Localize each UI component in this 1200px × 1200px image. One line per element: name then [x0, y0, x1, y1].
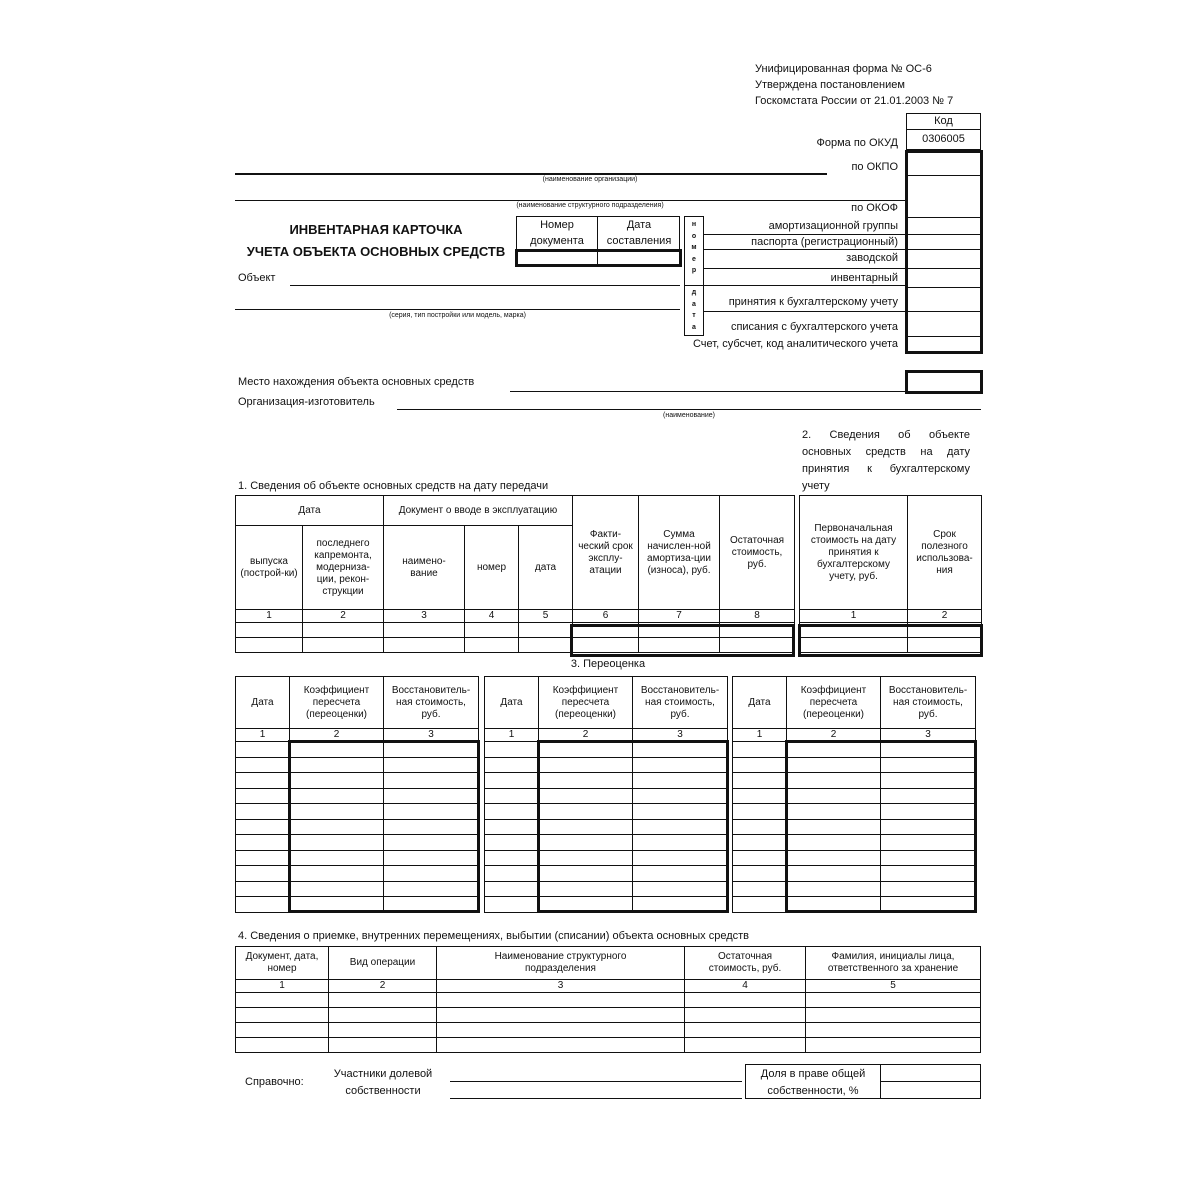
location-field[interactable] [510, 374, 905, 390]
table-cell[interactable] [465, 623, 519, 638]
dolya-label1: Доля в праве общей [760, 1068, 866, 1080]
table-row [485, 742, 728, 758]
table-cell[interactable] [236, 835, 290, 851]
table-cell[interactable] [290, 819, 384, 835]
table-cell[interactable] [236, 881, 290, 897]
table-cell[interactable] [633, 897, 728, 913]
table-cell[interactable] [633, 866, 728, 882]
table-cell[interactable] [685, 1008, 806, 1023]
doc-date-input[interactable] [599, 252, 679, 264]
doc-number-input[interactable] [518, 252, 596, 264]
spravochno-label: Справочно: [245, 1076, 304, 1088]
table-row [733, 881, 976, 897]
table-cell[interactable] [485, 850, 539, 866]
table-cell[interactable] [800, 638, 908, 653]
table-cell[interactable] [733, 850, 787, 866]
table-cell[interactable] [787, 757, 881, 773]
table-cell[interactable] [733, 819, 787, 835]
table-cell[interactable] [787, 742, 881, 758]
table-cell[interactable] [573, 638, 639, 653]
table-cell[interactable] [733, 835, 787, 851]
okof-label: по ОКОФ [851, 202, 898, 214]
s1-doc-group: Документ о вводе в эксплуатацию [384, 496, 573, 526]
table-cell[interactable] [733, 881, 787, 897]
okud-value: 0306005 [922, 133, 965, 145]
table-cell[interactable] [236, 897, 290, 913]
table-row [485, 866, 728, 882]
reval-num: 2 [539, 729, 633, 742]
table-cell[interactable] [881, 881, 976, 897]
table-cell[interactable] [236, 993, 329, 1008]
table-cell[interactable] [236, 1038, 329, 1053]
table-cell[interactable] [384, 866, 479, 882]
reval-num: 2 [787, 729, 881, 742]
reval-num: 1 [485, 729, 539, 742]
table-row [236, 835, 479, 851]
table-row [733, 835, 976, 851]
table-cell[interactable] [236, 638, 303, 653]
reval-koef-header: Коэффициент пересчета (переоценки) [539, 677, 633, 729]
reval-vosst-header: Восстановитель-ная стоимость, руб. [384, 677, 479, 729]
table-cell[interactable] [236, 757, 290, 773]
org-name-caption: (наименование организации) [542, 176, 638, 183]
dolya-field-2[interactable] [882, 1083, 980, 1097]
object-label: Объект [238, 272, 276, 284]
table-cell[interactable] [539, 866, 633, 882]
maker-caption: (наименование) [663, 412, 715, 419]
table-cell[interactable] [881, 819, 976, 835]
table-cell[interactable] [639, 638, 720, 653]
table-cell[interactable] [236, 804, 290, 820]
table-cell[interactable] [539, 788, 633, 804]
org-name-field[interactable] [235, 150, 827, 172]
s1-num: 4 [465, 610, 519, 623]
s4-doc: Документ, дата, номер [236, 947, 329, 980]
s2-num: 2 [908, 610, 982, 623]
table-cell[interactable] [236, 773, 290, 789]
table-cell[interactable] [384, 773, 479, 789]
section1-title: 1. Сведения об объекте основных средств на дату передачи [238, 480, 549, 492]
reval-num: 1 [733, 729, 787, 742]
revaluation-table [484, 676, 728, 913]
s1-num: 5 [519, 610, 573, 623]
form-code-line2: Утверждена постановлением [755, 79, 905, 91]
reval-date-header: Дата [733, 677, 787, 729]
doc-number-label1: Номер [540, 219, 574, 231]
table-cell[interactable] [787, 804, 881, 820]
table-cell[interactable] [236, 819, 290, 835]
s1-num: 6 [573, 610, 639, 623]
table-cell[interactable] [806, 1023, 981, 1038]
s4-fio: Фамилия, инициалы лица, ответственного за хранение [806, 947, 981, 980]
table-cell[interactable] [290, 850, 384, 866]
table-cell[interactable] [485, 757, 539, 773]
table-cell[interactable] [236, 866, 290, 882]
reval-date-header: Дата [236, 677, 290, 729]
object-model-caption: (серия, тип постройки или модель, марка) [389, 312, 526, 319]
table-row [733, 819, 976, 835]
table-cell[interactable] [539, 881, 633, 897]
maker-label: Организация-изготовитель [238, 396, 375, 408]
okud-label: Форма по ОКУД [816, 137, 898, 149]
s2-srok: Срок полезного использова-ния [908, 496, 982, 610]
table-cell[interactable] [485, 773, 539, 789]
object-name-field[interactable] [290, 268, 680, 284]
table-row [485, 835, 728, 851]
form-code-line3: Госкомстата России от 21.01.2003 № 7 [755, 95, 954, 107]
table-row [800, 623, 982, 638]
table-cell[interactable] [881, 757, 976, 773]
table-row [236, 742, 479, 758]
code-spis-label: списания с бухгалтерского учета [730, 321, 898, 333]
table-cell[interactable] [573, 623, 639, 638]
table-cell[interactable] [881, 866, 976, 882]
code-inv-label: инвентарный [830, 272, 898, 284]
table-cell[interactable] [733, 742, 787, 758]
s2-num: 1 [800, 610, 908, 623]
s4-num: 3 [437, 980, 685, 993]
table-cell[interactable] [384, 835, 479, 851]
table-row [236, 623, 795, 638]
table-cell[interactable] [290, 804, 384, 820]
s4-num: 1 [236, 980, 329, 993]
table-cell[interactable] [437, 1038, 685, 1053]
table-cell[interactable] [881, 788, 976, 804]
table-cell[interactable] [881, 804, 976, 820]
table-cell[interactable] [329, 1038, 437, 1053]
table-row [733, 788, 976, 804]
table-row [485, 850, 728, 866]
table-cell[interactable] [633, 835, 728, 851]
table-row [236, 788, 479, 804]
reval-num: 3 [881, 729, 976, 742]
table-cell[interactable] [290, 757, 384, 773]
table-cell[interactable] [539, 819, 633, 835]
table-row [733, 897, 976, 913]
object-model-field[interactable] [235, 292, 680, 308]
code-prin-label: принятия к бухгалтерскому учету [728, 296, 898, 308]
s4-vid: Вид операции [329, 947, 437, 980]
table-row [236, 881, 479, 897]
vertical-data: д а т а [691, 289, 697, 331]
table-row [485, 819, 728, 835]
table-cell[interactable] [787, 881, 881, 897]
table-row [485, 881, 728, 897]
uchastnik-field-2[interactable] [450, 1083, 742, 1097]
table-cell[interactable] [787, 773, 881, 789]
table-cell[interactable] [539, 757, 633, 773]
okud-value-cell [906, 130, 981, 150]
s4-num: 4 [685, 980, 806, 993]
table-cell[interactable] [685, 1023, 806, 1038]
reval-vosst-header: Восстановитель-ная стоимость, руб. [633, 677, 728, 729]
table-cell[interactable] [384, 623, 465, 638]
table-row [733, 773, 976, 789]
table-row [485, 788, 728, 804]
table-cell[interactable] [733, 897, 787, 913]
table-row [236, 897, 479, 913]
s1-naim: наимено-вание [384, 526, 465, 610]
doc-date-label2: составления [606, 235, 672, 247]
struct-name-field[interactable] [235, 182, 905, 199]
table-cell[interactable] [384, 850, 479, 866]
s4-num: 5 [806, 980, 981, 993]
table-row [236, 757, 479, 773]
table-cell[interactable] [881, 773, 976, 789]
code-zavod-label: заводской [846, 252, 898, 264]
table-cell[interactable] [303, 623, 384, 638]
form-code-line1: Унифицированная форма № ОС-6 [755, 63, 932, 75]
table-cell[interactable] [881, 835, 976, 851]
table-cell[interactable] [787, 819, 881, 835]
table-cell[interactable] [733, 773, 787, 789]
table-cell[interactable] [485, 835, 539, 851]
section4-title: 4. Сведения о приемке, внутренних перемещениях, выбытии (списании) объекта основных средств [238, 930, 750, 942]
table-cell[interactable] [485, 819, 539, 835]
table-cell[interactable] [485, 742, 539, 758]
table-row [733, 804, 976, 820]
table-cell[interactable] [519, 638, 573, 653]
table-cell[interactable] [685, 1038, 806, 1053]
table-cell[interactable] [329, 1023, 437, 1038]
table-cell[interactable] [485, 897, 539, 913]
table-cell[interactable] [787, 897, 881, 913]
s1-fakt: Факти-ческий срок эксплу-атации [573, 496, 639, 610]
table-row [236, 773, 479, 789]
vertical-nomer: н о м е р [691, 221, 697, 274]
dolya-label2: собственности, % [767, 1085, 859, 1097]
reval-num: 1 [236, 729, 290, 742]
table-cell[interactable] [465, 638, 519, 653]
table-cell[interactable] [384, 742, 479, 758]
table-cell[interactable] [908, 638, 982, 653]
table-cell[interactable] [539, 850, 633, 866]
revaluation-table [732, 676, 976, 913]
table-cell[interactable] [236, 850, 290, 866]
s1-num: 1 [236, 610, 303, 623]
section3-title: 3. Переоценка [570, 658, 646, 670]
table-cell[interactable] [485, 788, 539, 804]
table-cell[interactable] [733, 866, 787, 882]
table-row [485, 897, 728, 913]
s4-num: 2 [329, 980, 437, 993]
table-cell[interactable] [733, 757, 787, 773]
code-passport-label: паспорта (регистрационный) [751, 236, 898, 248]
table-cell[interactable] [290, 897, 384, 913]
s1-nomer: номер [465, 526, 519, 610]
table-cell[interactable] [539, 804, 633, 820]
table-cell[interactable] [384, 757, 479, 773]
reval-num: 2 [290, 729, 384, 742]
doc-date-label1: Дата [626, 219, 652, 231]
table-row [236, 1038, 981, 1053]
kod-header-cell [906, 113, 981, 130]
table-cell[interactable] [384, 881, 479, 897]
s1-num: 3 [384, 610, 465, 623]
table-cell[interactable] [290, 742, 384, 758]
table-cell[interactable] [384, 804, 479, 820]
s2-perv: Первоначальная стоимость на дату принятия к бухгалтерскому учету, руб. [800, 496, 908, 610]
table-cell[interactable] [485, 881, 539, 897]
section2-table [799, 495, 982, 653]
table-cell[interactable] [539, 897, 633, 913]
section1-table [235, 495, 795, 653]
table-row [236, 819, 479, 835]
table-row [800, 638, 982, 653]
table-cell[interactable] [633, 757, 728, 773]
table-cell[interactable] [787, 835, 881, 851]
table-cell[interactable] [384, 897, 479, 913]
doc-number-label2: документа [530, 235, 584, 247]
table-row [485, 773, 728, 789]
maker-field[interactable] [397, 394, 981, 408]
s1-ostat: Остаточная стоимость, руб. [720, 496, 795, 610]
table-cell[interactable] [733, 788, 787, 804]
reval-koef-header: Коэффициент пересчета (переоценки) [290, 677, 384, 729]
table-cell[interactable] [437, 1008, 685, 1023]
reval-date-header: Дата [485, 677, 539, 729]
table-cell[interactable] [236, 1008, 329, 1023]
table-cell[interactable] [236, 788, 290, 804]
table-cell[interactable] [384, 819, 479, 835]
s1-kapremont: последнего капремонта, модерниза-ции, рекон-струкции [303, 526, 384, 610]
table-cell[interactable] [539, 742, 633, 758]
table-cell[interactable] [787, 866, 881, 882]
struct-name-caption: (наименование структурного подразделения) [516, 202, 664, 209]
table-row [485, 757, 728, 773]
table-cell[interactable] [633, 819, 728, 835]
table-cell[interactable] [881, 897, 976, 913]
reval-koef-header: Коэффициент пересчета (переоценки) [787, 677, 881, 729]
table-cell[interactable] [437, 1023, 685, 1038]
table-row [236, 1008, 981, 1023]
table-cell[interactable] [303, 638, 384, 653]
table-cell[interactable] [236, 742, 290, 758]
table-cell[interactable] [329, 993, 437, 1008]
table-cell[interactable] [633, 850, 728, 866]
table-cell[interactable] [290, 881, 384, 897]
okpo-label: по ОКПО [851, 161, 898, 173]
table-cell[interactable] [633, 773, 728, 789]
table-cell[interactable] [290, 835, 384, 851]
table-row [236, 804, 479, 820]
table-row [733, 866, 976, 882]
code-schet-label: Счет, субсчет, код аналитического учета [692, 338, 898, 350]
table-cell[interactable] [437, 993, 685, 1008]
table-cell[interactable] [539, 835, 633, 851]
table-cell[interactable] [384, 788, 479, 804]
table-cell[interactable] [236, 1023, 329, 1038]
table-cell[interactable] [787, 788, 881, 804]
table-cell[interactable] [290, 773, 384, 789]
reval-vosst-header: Восстановитель-ная стоимость, руб. [881, 677, 976, 729]
table-cell[interactable] [908, 623, 982, 638]
s1-num: 7 [639, 610, 720, 623]
table-cell[interactable] [806, 1008, 981, 1023]
dolya-field-1[interactable] [882, 1066, 980, 1080]
title-line1: ИНВЕНТАРНАЯ КАРТОЧКА [289, 222, 463, 237]
table-cell[interactable] [685, 993, 806, 1008]
s1-date-group: Дата [236, 496, 384, 526]
title-line2: УЧЕТА ОБЪЕКТА ОСНОВНЫХ СРЕДСТВ [246, 244, 506, 259]
s1-num: 2 [303, 610, 384, 623]
table-row [733, 742, 976, 758]
table-cell[interactable] [881, 850, 976, 866]
table-row [733, 757, 976, 773]
location-code-box[interactable] [905, 370, 983, 394]
okpo-input[interactable] [908, 153, 980, 174]
table-row [733, 850, 976, 866]
table-row [236, 993, 981, 1008]
table-row [236, 1023, 981, 1038]
table-cell[interactable] [720, 638, 795, 653]
location-label: Место нахождения объекта основных средств [238, 376, 475, 388]
s4-ostat: Остаточная стоимость, руб. [685, 947, 806, 980]
s1-num: 8 [720, 610, 795, 623]
uchastnik-field-1[interactable] [450, 1065, 742, 1080]
table-cell[interactable] [236, 623, 303, 638]
kod-label: Код [934, 115, 953, 127]
reval-num: 3 [633, 729, 728, 742]
table-cell[interactable] [290, 788, 384, 804]
table-row [485, 804, 728, 820]
table-cell[interactable] [633, 788, 728, 804]
table-cell[interactable] [329, 1008, 437, 1023]
table-cell[interactable] [539, 773, 633, 789]
s1-data: дата [519, 526, 573, 610]
section2-title: 2. Сведения об объекте основных средств на дату принятия к бухгалтерскому учету [802, 429, 970, 492]
s1-vypusk: выпуска (построй-ки) [236, 526, 303, 610]
table-cell[interactable] [806, 1038, 981, 1053]
table-cell[interactable] [485, 804, 539, 820]
table-cell[interactable] [633, 804, 728, 820]
table-cell[interactable] [720, 623, 795, 638]
table-row [236, 638, 795, 653]
uchastniki-label1: Участники долевой [333, 1068, 433, 1080]
table-cell[interactable] [639, 623, 720, 638]
table-cell[interactable] [633, 881, 728, 897]
table-cell[interactable] [787, 850, 881, 866]
table-row [236, 866, 479, 882]
table-cell[interactable] [633, 742, 728, 758]
reval-num: 3 [384, 729, 479, 742]
uchastniki-label2: собственности [345, 1085, 421, 1097]
s4-naim: Наименование структурного подразделения [437, 947, 685, 980]
table-cell[interactable] [806, 993, 981, 1008]
table-cell[interactable] [384, 638, 465, 653]
table-cell[interactable] [733, 804, 787, 820]
code-amort-label: амортизационной группы [768, 220, 898, 232]
revaluation-table [235, 676, 479, 913]
table-row [236, 850, 479, 866]
table-cell[interactable] [519, 623, 573, 638]
table-cell[interactable] [290, 866, 384, 882]
section4-table [235, 946, 981, 1053]
table-cell[interactable] [881, 742, 976, 758]
s1-summa: Сумма начислен-ной амортиза-ции (износа), руб. [639, 496, 720, 610]
table-cell[interactable] [485, 866, 539, 882]
table-cell[interactable] [800, 623, 908, 638]
